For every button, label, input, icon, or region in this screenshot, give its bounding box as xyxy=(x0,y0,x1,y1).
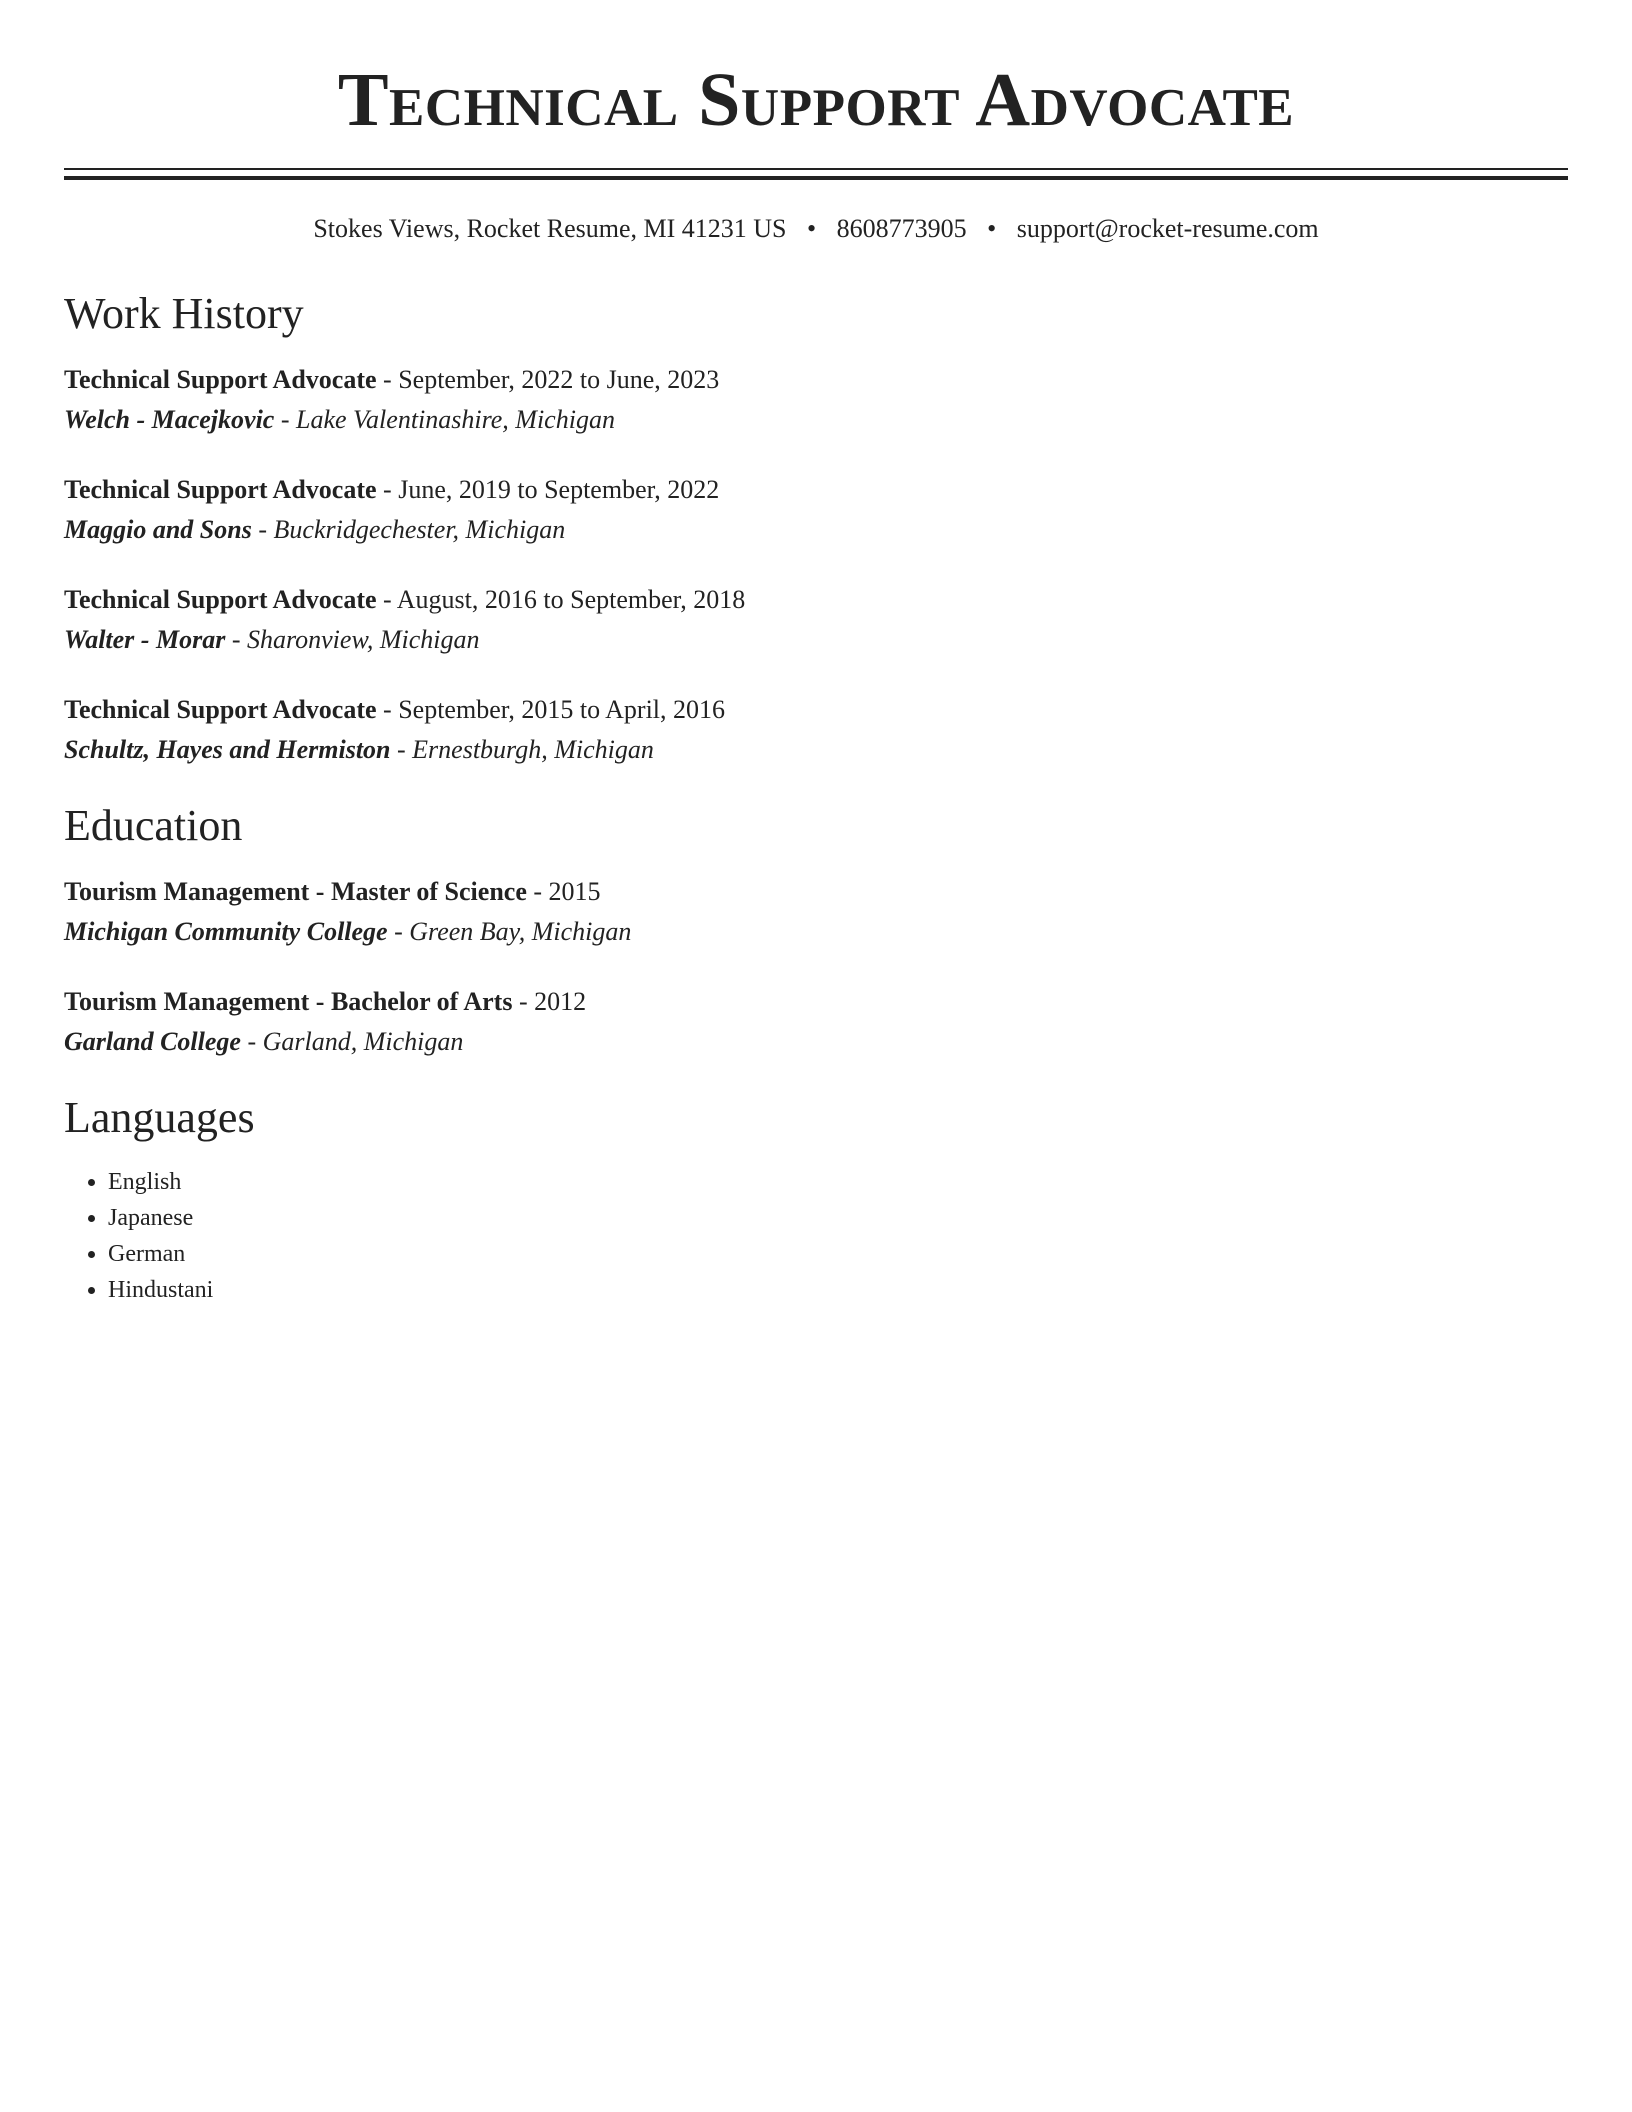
education-heading: Education xyxy=(64,801,243,850)
job-role: Technical Support Advocate xyxy=(64,695,377,724)
job-dates: August, 2016 to September, 2018 xyxy=(396,585,746,614)
work-entry: Technical Support Advocate - August, 2016 to September, 2018 Walter - Morar - Sharonview, Michigan xyxy=(64,585,746,654)
education-location: Garland, Michigan xyxy=(262,1027,464,1056)
work-history-heading: Work History xyxy=(64,289,304,338)
job-location: Lake Valentinashire, Michigan xyxy=(296,405,615,434)
job-dates: September, 2022 to June, 2023 xyxy=(398,365,720,394)
contact-separator: • xyxy=(987,214,997,243)
job-location: Sharonview, Michigan xyxy=(246,625,480,654)
education-school: Garland College xyxy=(64,1027,241,1056)
education-degree: Tourism Management - Master of Science xyxy=(64,877,527,906)
job-role: Technical Support Advocate xyxy=(64,585,377,614)
contact-address: Stokes Views, Rocket Resume, MI 41231 US xyxy=(313,214,787,243)
job-dates: September, 2015 to April, 2016 xyxy=(398,695,726,724)
job-dates: June, 2019 to September, 2022 xyxy=(398,475,720,504)
job-location: Buckridgechester, Michigan xyxy=(273,515,566,544)
job-company: Walter - Morar xyxy=(64,625,226,654)
language-item: • Japanese xyxy=(108,1200,1568,1236)
job-location: Ernestburgh, Michigan xyxy=(412,735,654,764)
job-role: Technical Support Advocate xyxy=(64,475,377,504)
language-item: • English xyxy=(108,1164,1568,1200)
job-company: Welch - Macejkovic xyxy=(64,405,275,434)
languages-list xyxy=(64,1164,1568,1308)
work-entry: Technical Support Advocate - June, 2019 to September, 2022 Maggio and Sons - Buckridgechester, Michigan xyxy=(64,475,720,544)
language-item: • German xyxy=(108,1236,1568,1272)
education-degree: Tourism Management - Bachelor of Arts xyxy=(64,987,513,1016)
resume-title: Technical Support Advocate xyxy=(337,58,1295,142)
divider-thin-line xyxy=(64,168,1568,170)
education-location: Green Bay, Michigan xyxy=(409,917,632,946)
header-divider xyxy=(64,168,1568,180)
contact-phone: 8608773905 xyxy=(836,214,967,243)
contact-email: support@rocket-resume.com xyxy=(1016,214,1319,243)
work-entry: Technical Support Advocate - September, 2022 to June, 2023 Welch - Macejkovic - Lake Valentinashire, Michigan xyxy=(64,365,720,434)
contact-line xyxy=(64,216,1568,242)
language-item: • Hindustani xyxy=(108,1272,1568,1308)
job-role: Technical Support Advocate xyxy=(64,365,377,394)
education-school: Michigan Community College xyxy=(64,917,388,946)
education-entry: Tourism Management - Master of Science - 2015 Michigan Community College - Green Bay, Michigan xyxy=(64,877,632,946)
contact-separator: • xyxy=(807,214,817,243)
work-entry: Technical Support Advocate - September, 2015 to April, 2016 Schultz, Hayes and Hermiston - Ernestburgh, Michigan xyxy=(64,695,726,764)
divider-thick-line xyxy=(64,176,1568,180)
education-year: 2012 xyxy=(534,987,587,1016)
education-entry: Tourism Management - Bachelor of Arts - 2012 Garland College - Garland, Michigan xyxy=(64,987,587,1056)
job-company: Schultz, Hayes and Hermiston xyxy=(64,735,391,764)
job-company: Maggio and Sons xyxy=(64,515,252,544)
education-year: 2015 xyxy=(548,877,601,906)
languages-heading: Languages xyxy=(64,1093,255,1142)
